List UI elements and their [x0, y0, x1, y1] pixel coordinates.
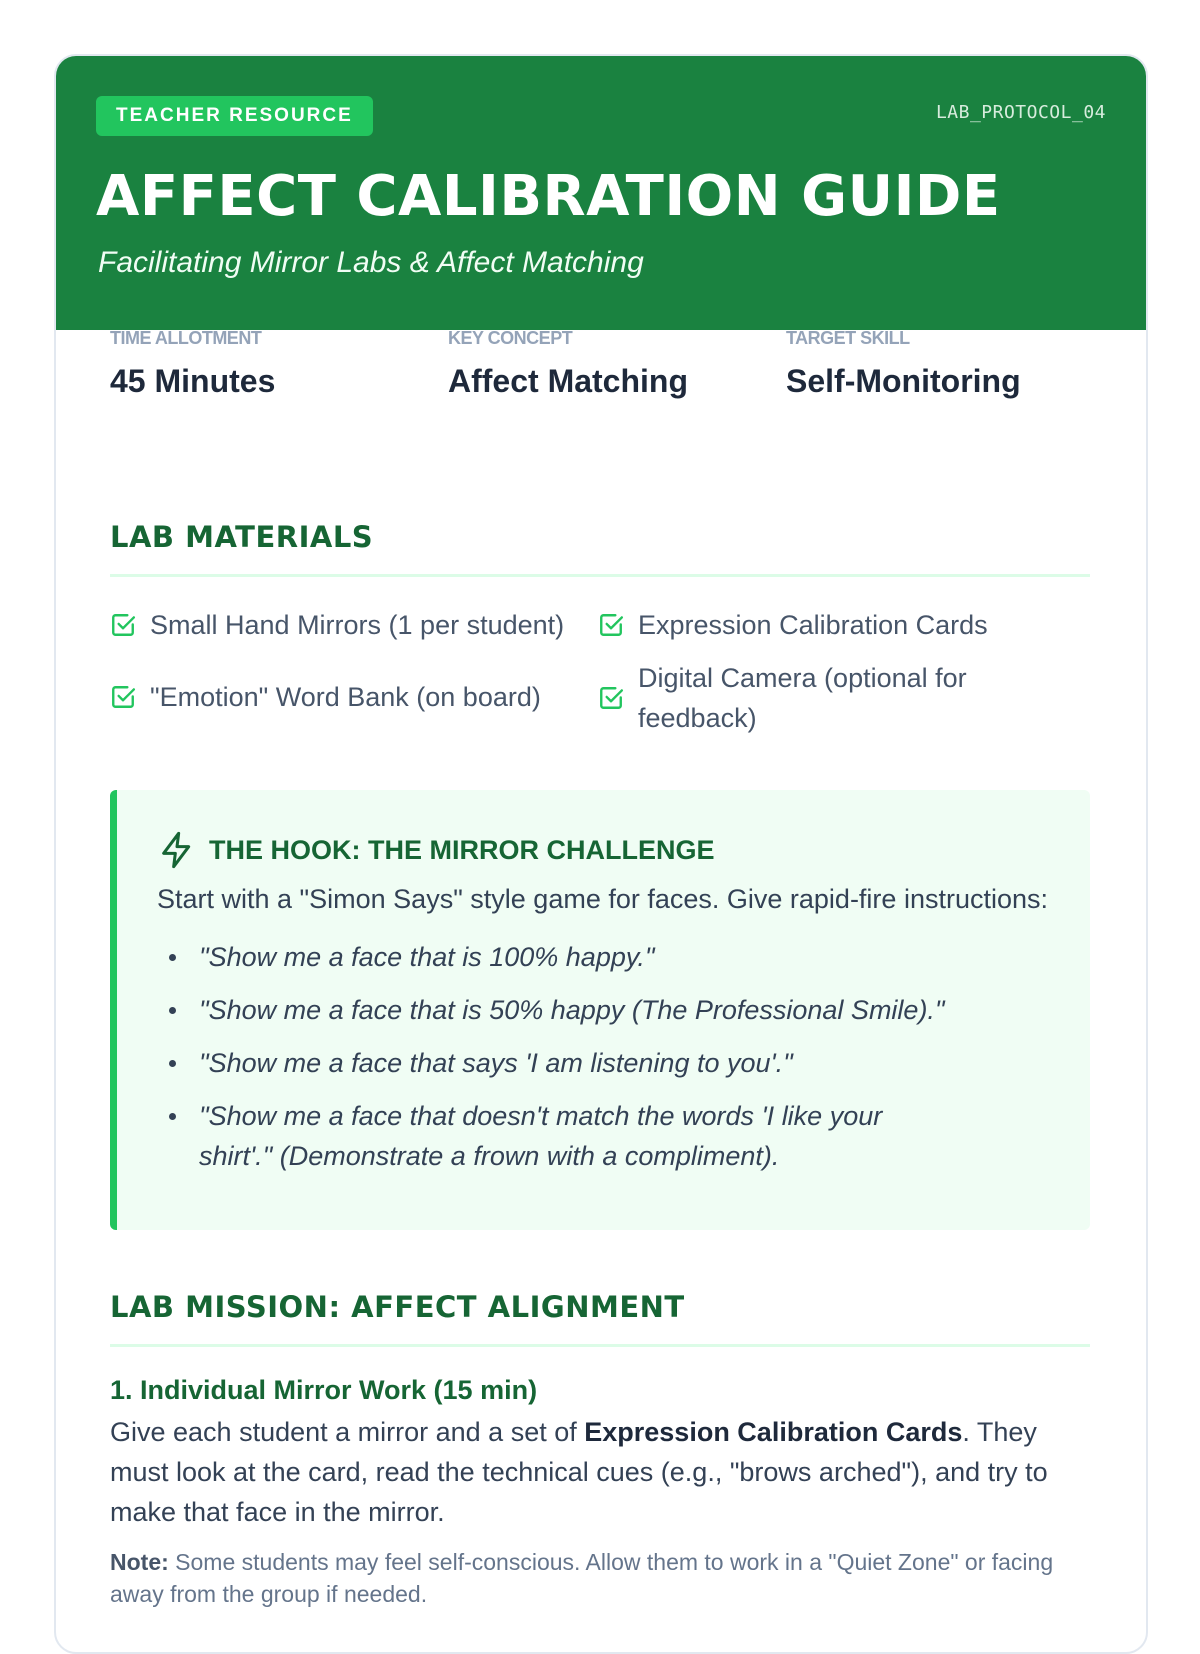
meta-label: KEY CONCEPT: [448, 328, 573, 348]
step-text-part: Give each student a mirror and a set of: [110, 1417, 585, 1447]
material-label: Expression Calibration Cards: [638, 610, 988, 640]
hook-callout: [110, 790, 1090, 1230]
meta-value: Affect Matching: [448, 363, 688, 399]
meta-label: TIME ALLOTMENT: [110, 328, 262, 348]
page-subtitle: Facilitating Mirror Labs & Affect Matching: [98, 246, 644, 279]
hook-intro: Start with a "Simon Says" style game for faces. Give rapid-fire instructions:: [157, 884, 1048, 914]
protocol-id: LAB_PROTOCOL_04: [935, 102, 1106, 123]
list-item: "Show me a face that is 50% happy (The Professional Smile).": [157, 990, 1050, 1030]
material-item: [598, 605, 988, 645]
material-label: "Emotion" Word Bank (on board): [150, 682, 541, 712]
meta-value: Self-Monitoring: [786, 363, 1021, 399]
material-label: Small Hand Mirrors (1 per student): [150, 610, 565, 640]
material-item: [110, 677, 541, 717]
hook-header: [157, 830, 1050, 870]
step-description: [110, 1412, 1100, 1532]
list-item: "Show me a face that doesn't match the words 'I like your shirt'." (Demonstrate a frown with a compliment).: [157, 1096, 957, 1176]
step-note: [110, 1546, 1100, 1610]
checkbox-checked-icon: [110, 612, 136, 638]
meta-skill: [786, 328, 1021, 400]
step-text-bold: Expression Calibration Cards: [584, 1417, 963, 1447]
material-item: [110, 605, 564, 645]
meta-label: TARGET SKILL: [786, 328, 910, 348]
teacher-resource-badge: TEACHER RESOURCE: [96, 96, 373, 136]
material-label: Digital Camera (optional for feedback): [638, 663, 967, 733]
meta-value: 45 Minutes: [110, 363, 276, 399]
meta-row: [110, 328, 1090, 418]
step-text-part: . They must look at the card, read the technical cues (e.g., "brows arched"), and try to make that face in the mirror.: [110, 1417, 1048, 1527]
material-item: [598, 658, 1018, 738]
materials-heading: LAB MATERIALS: [110, 520, 1090, 577]
list-item: "Show me a face that says 'I am listening to you'.": [157, 1043, 1050, 1083]
header: [56, 56, 1146, 330]
checkbox-checked-icon: [598, 685, 624, 711]
mission-heading: LAB MISSION: AFFECT ALIGNMENT: [110, 1290, 1090, 1347]
step-title: 1. Individual Mirror Work (15 min): [110, 1375, 538, 1405]
checkbox-checked-icon: [110, 684, 136, 710]
hook-instructions: [157, 937, 1050, 1176]
meta-concept: [448, 328, 688, 400]
materials-list: [110, 600, 1090, 740]
note-text: Some students may feel self-conscious. Allow them to work in a "Quiet Zone" or facing away from the group if needed.: [110, 1549, 1054, 1607]
list-item: "Show me a face that is 100% happy.": [157, 937, 1050, 977]
lightning-icon: [157, 830, 197, 870]
hook-title: THE HOOK: THE MIRROR CHALLENGE: [209, 834, 715, 865]
meta-time: [110, 328, 275, 400]
note-label: Note:: [110, 1549, 169, 1575]
checkbox-checked-icon: [598, 612, 624, 638]
page-title: AFFECT CALIBRATION GUIDE: [96, 164, 1001, 229]
